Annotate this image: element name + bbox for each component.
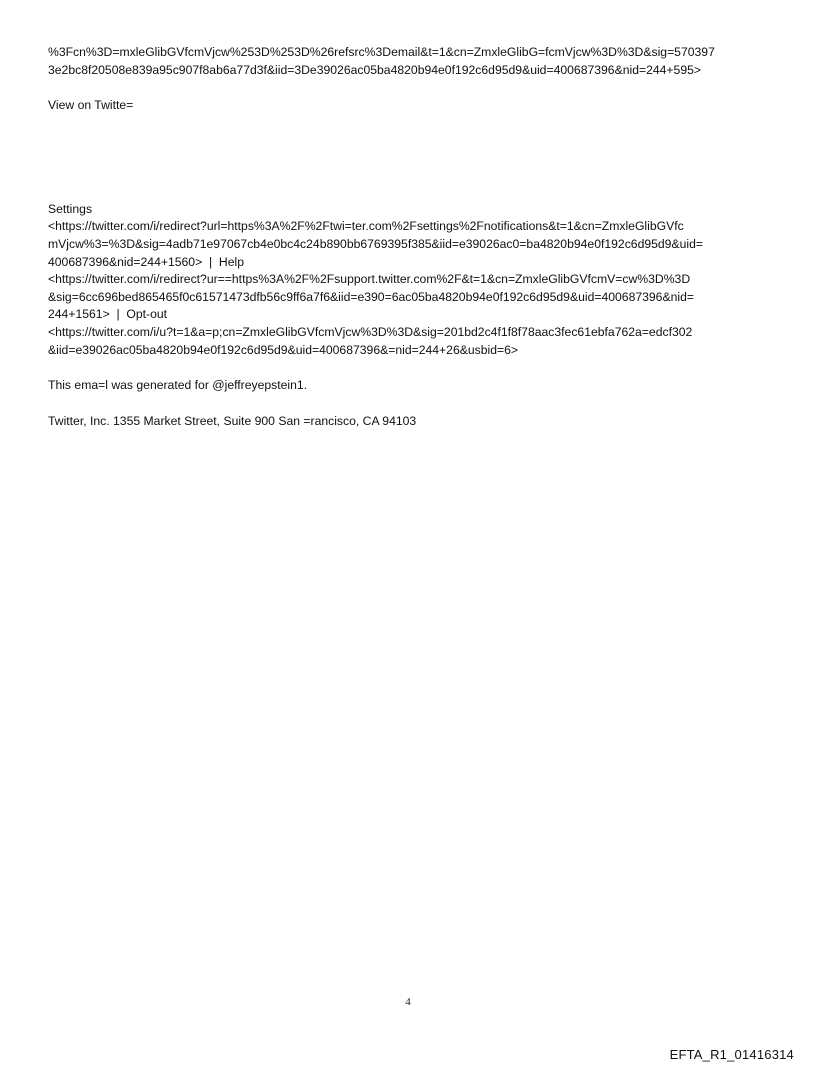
email-body [48,44,776,430]
footer-links-text: Settings <https://twitter.com/i/redirect?url=https%3A%2F%2Ftwi=ter.com%2Fsettings%2Fnotifications&t=1&cn=ZmxleGlibGVfc mVjcw%3=%3D&sig=4adb71e97067cb4e0bc4c24b890bb6769395f385&iid=e39026ac0=ba4820b94e0f192c6d95d9&uid= 400687396&nid=244+1560> | Help <https://twitter.com/i/redirect?ur==https%3A%2F%2Fsupport.twitter.com%2F&t=1&cn=ZmxleGlibGVfcmV=cw%3D%3D &sig=6cc696bed865465f0c61571473dfb56c9ff6a7f6&iid=e390=6ac05ba4820b94e0f192c6d95d9&uid=400687396&nid= 244+1561> | Opt-out <https://twitter.com/i/u?t=1&a=p;cn=ZmxleGlibGVfcmVjcw%3D%3D&sig=201bd2c4f1f8f78aac3fec61ebfa762a=edcf302 &iid=e39026ac05ba4820b94e0f192c6d95d9&uid=400687396&=nid=244+26&usbid=6> [48,201,703,357]
bates-number: EFTA_R1_01416314 [669,1047,794,1062]
spacer [48,79,776,97]
link-tail-text: %3Fcn%3D=mxleGlibGVfcmVjcw%253D%253D%26refsrc%3Demail&t=1&cn=ZmxleGlibG=fcmVjcw%3D%3D&sig=570397 3e2bc8f20508e839a95c907f8ab6a77d3f&iid=3De39026ac05ba4820b94e0f192c6d95d9&uid=400687396&nid=244+595> [48,45,715,77]
page-number: 4 [405,996,411,1008]
spacer [48,395,776,413]
generated-for-text: This ema=l was generated for @jeffreyepstein1. [48,378,308,393]
view-on-twitter-text: View on Twitte= [48,98,134,113]
spacer [48,115,776,201]
spacer [48,359,776,377]
company-address-text: Twitter, Inc. 1355 Market Street, Suite 900 San =rancisco, CA 94103 [48,413,417,428]
